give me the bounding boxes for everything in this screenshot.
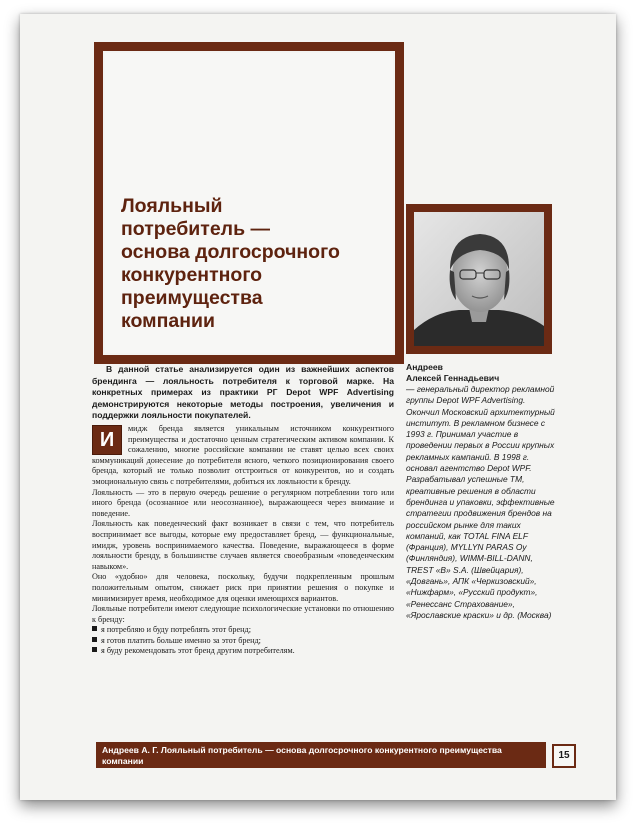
body-paragraph-4: Оно «удобно» для человека, поскольку, будучи подкрепленным прошлым положительным опытом, снижает риск при принятии решения о покупке и минимизирует время, необходимое для оценки имеющихся вариантов. <box>92 572 394 603</box>
attitude-bullet-list <box>92 625 394 657</box>
bullet-item: я готов платить больше именно за этот бренд; <box>92 636 394 647</box>
author-given-names: Алексей Геннадьевич <box>406 373 500 383</box>
article-title: Лояльный потребитель — основа долгосрочного конкурентного преимущества компании <box>121 195 340 332</box>
body-paragraph-2: Лояльность — это в первую очередь решение о регулярном потреблении того или иного бренда (осознанное или неосознанное), выражающееся через внимание и поведение. <box>92 487 394 518</box>
author-photo-frame <box>406 204 552 354</box>
body-paragraph-1 <box>92 424 394 488</box>
author-photo <box>414 212 544 346</box>
footer-citation-bar <box>96 742 546 768</box>
title-frame <box>94 42 404 364</box>
article-body <box>92 424 394 657</box>
journal-page <box>20 14 616 800</box>
author-name <box>406 362 556 384</box>
footer-citation: Андреев А. Г. Лояльный потребитель — основа долгосрочного конкурентного преимущества компании <box>102 745 502 766</box>
bullet-item: я буду рекомендовать этот бренд другим потребителям. <box>92 646 394 657</box>
author-bio: — генеральный директор рекламной группы Depot WPF Advertising. Окончил Московский архитектурный институт. В рекламном бизнесе с 1993 г. Принимал участие в проведении первых в России крупных рекламных кампаний. В 1998 г. основал агентство Depot WPF. Разрабатывал успешные ТМ, креативные решения в области брендинга и упаковки, эффективные стратегии продвижения брендов на российском рынке для таких компаний, как TOTAL FINA ELF (Франция), MYLLYN PARAS Oy (Финляндия), WIMM-BILL-DANN, TREST «B» S.A. (Швейцария), «Довгань», АПК «Черкизовский», «Нижфарм», «Русский продукт», «Ренессанс Страхование», «Ярославские краски» и др. (Москва) <box>406 384 555 620</box>
body-paragraph-1-text: мидж бренда является уникальным источником конкурентного преимущества и достаточно ценным стратегическим активом компании. К сожалению, многие российские компании не ставят целью всех своих коммуникаций донесение до потребителя ясного, четкого позиционирования своего бренда, который не только позволит отстроиться от конкурентов, но и создать эмоциональную связь с потребителями, добиться их лояльности к бренду. <box>92 424 394 486</box>
author-surname: Андреев <box>406 362 443 372</box>
article-abstract: В данной статье анализируется один из важнейших аспектов брендинга — лояльность потребителя к торговой марке. На конкретных примерах из практики РГ Depot WPF Advertising демонстрируются некоторые методы построения, увеличения и поддержки лояльности покупателей. <box>92 364 394 421</box>
body-paragraph-3: Лояльность как поведенческий факт возникает в связи с тем, что потребитель воспринимает все выгоды, которые ему предоставляет бренд, — функциональные, имидж, уровень воспринимаемого качества. Поведение, выражающееся в форме лояльности бренду, в большинстве случаев является своеобразным «поведенческим навыком». <box>92 519 394 571</box>
page-number: 15 <box>552 744 576 768</box>
drop-cap: И <box>92 425 122 455</box>
title-inner-border <box>103 51 395 355</box>
author-portrait-image <box>414 212 544 346</box>
body-paragraph-5: Лояльные потребители имеют следующие психологические установки по отношению к бренду: <box>92 604 394 624</box>
bullet-item: я потребляю и буду потреблять этот бренд; <box>92 625 394 636</box>
